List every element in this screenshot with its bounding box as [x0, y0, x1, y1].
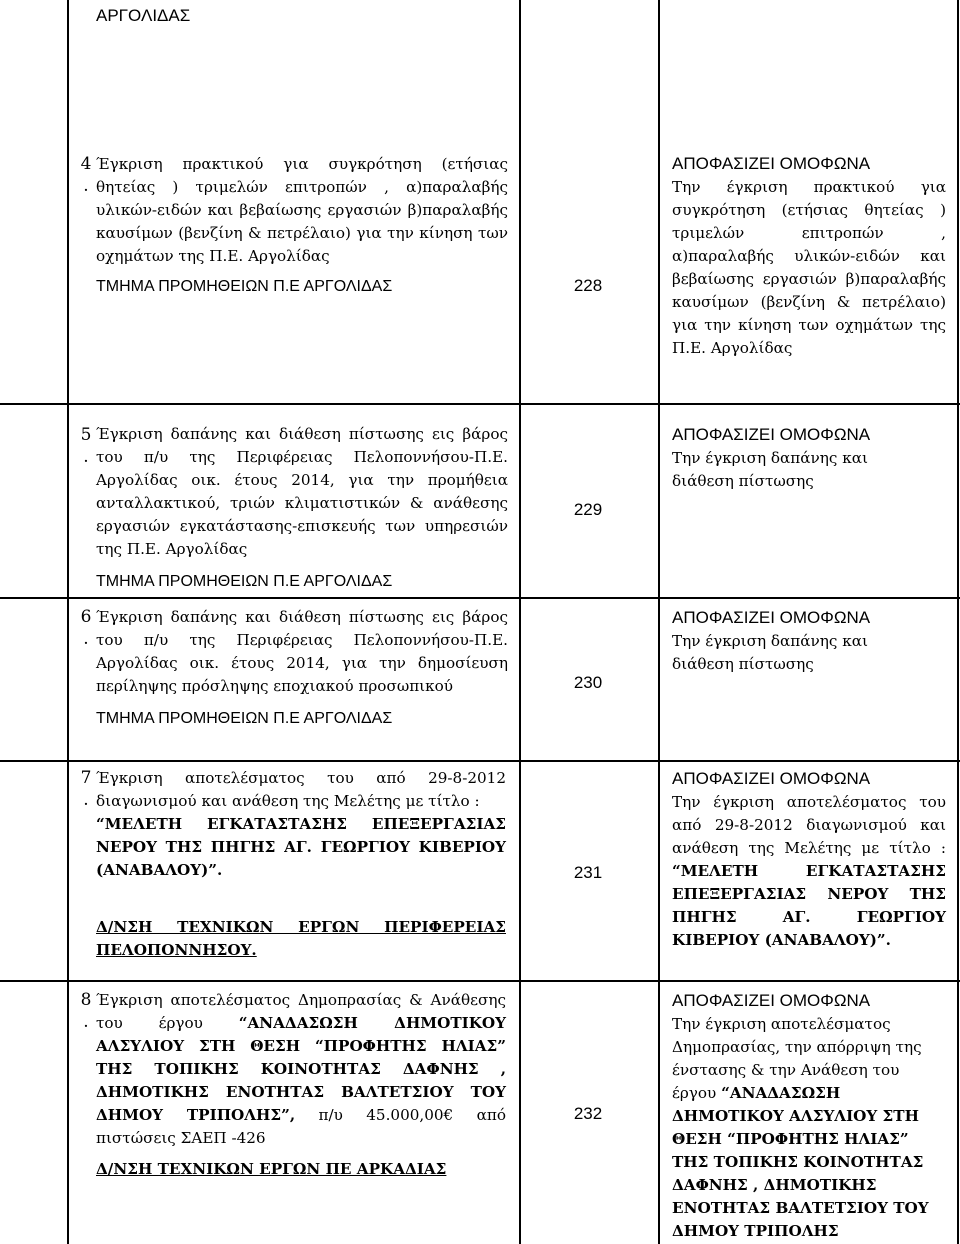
project-title: “ΑΝΑΔΑΣΩΣΗ ΔΗΜΟΤΙΚΟΥ ΑΛΣΥΛΙΟΥ ΣΤΗ ΘΕΣΗ “ΠΡΟΦΗΤΗΣ ΗΛΙΑΣ” ΤΗΣ ΤΟΠΙΚΗΣ ΚΟΙΝΟΤΗΤΑΣ ΔΑΦΝΗΣ , ΔΗΜΟΤΙΚΗΣ ΕΝΟΤΗΤΑΣ ΒΑΛΤΕΤΣΙΟΥ ΤΟΥ ΔΗΜΟΥ ΤΡΙΠΟΛΗΣ”,	[96, 1014, 507, 1124]
decision-title: ΑΠΟΦΑΣΙΖΕΙ ΟΜΟΦΩΝΑ	[672, 608, 871, 627]
decision-title: ΑΠΟΦΑΣΙΖΕΙ ΟΜΟΦΩΝΑ	[672, 769, 871, 788]
row-divider	[0, 760, 960, 762]
table-border-left	[67, 0, 69, 1244]
decision-text: Την έγκριση αποτελέσματος του από 29-8-2012 διαγωνισμού και ανάθεση της Μελέτης με τίτλο : “ΜΕΛΕΤΗ ΕΓΚΑΤΑΣΤΑΣΗΣ ΕΠΕΞΕΡΓΑΣΙΑΣ ΝΕΡΟΥ ΤΗΣ ΠΗΓΗΣ ΑΓ. ΓΕΩΡΓΙΟΥ ΚΙΒΕΡΙΟΥ (ΑΝΑΒΑΛΟΥ)”.	[672, 793, 946, 949]
decision-text: Την έγκριση αποτελέσματος Δημοπρασίας, την απόρριψη της ένστασης & την Ανάθεση του έργου “ΑΝΑΔΑΣΩΣΗ ΔΗΜΟΤΙΚΟΥ ΑΛΣΥΛΙΟΥ ΣΤΗ ΘΕΣΗ “ΠΡΟΦΗΤΗΣ ΗΛΙΑΣ” ΤΗΣ ΤΟΠΙΚΗΣ ΚΟΙΝΟΤΗΤΑΣ ΔΑΦΝΗΣ , ΔΗΜΟΤΙΚΗΣ ΕΝΟΤΗΤΑΣ ΒΑΛΤΕΤΣΙΟΥ ΤΟΥ ΔΗΜΟΥ ΤΡΙΠΟΛΗΣ	[672, 1015, 929, 1240]
row-decision	[672, 767, 946, 952]
row-ref-number: 232	[573, 1104, 603, 1123]
row-ref-number: 229	[573, 500, 603, 519]
decision-title: ΑΠΟΦΑΣΙΖΕΙ ΟΜΟΦΩΝΑ	[672, 991, 871, 1010]
row-decision	[672, 606, 902, 676]
row-decision	[672, 423, 902, 493]
row-department: Δ/ΝΣΗ ΤΕΧΝΙΚΩΝ ΕΡΓΩΝ ΠΕΡΙΦΕΡΕΙΑΣ ΠΕΛΟΠΟΝΝΗΣΟΥ.	[96, 918, 506, 959]
row-number: 5 .	[80, 425, 92, 467]
row-number: 7 .	[80, 768, 92, 810]
row-department: Δ/ΝΣΗ ΤΕΧΝΙΚΩΝ ΕΡΓΩΝ ΠΕ ΑΡΚΑΔΙΑΣ	[96, 1160, 447, 1178]
row-number: 6 .	[80, 607, 92, 649]
project-title: “ΜΕΛΕΤΗ ΕΓΚΑΤΑΣΤΑΣΗΣ ΕΠΕΞΕΡΓΑΣΙΑΣ ΝΕΡΟΥ ΤΗΣ ΠΗΓΗΣ ΑΓ. ΓΕΩΡΓΙΟΥ ΚΙΒΕΡΙΟΥ (ΑΝΑΒΑΛΟΥ)”.	[96, 815, 506, 879]
row-subject: Έγκριση δαπάνης και διάθεση πίστωσης εις βάρος του π/υ της Περιφέρειας Πελοποννήσου-Π.Ε. Αργολίδας οικ. έτους 2014, για την δημοσίευση περίληψης πρόσληψης εποχιακού προσωπικού ΤΜΗΜΑ ΠΡΟΜΗΘΕΙΩΝ Π.Ε ΑΡΓΟΛΙΔΑΣ	[96, 606, 508, 730]
table-border-col2	[519, 0, 521, 1244]
decision-text: Την έγκριση πρακτικού για συγκρότηση (ετήσιας θητείας ) τριμελών επιτροπών , α)παραλαβής υλικών-ειδών και βεβαίωσης εργασιών β)παραλαβής καυσίμων (βενζίνη & πετρέλαιο) για την κίνηση των οχημάτων της Π.Ε. Αργολίδας	[672, 178, 946, 357]
region-header: ΑΡΓΟΛΙΔΑΣ	[96, 6, 191, 25]
decision-title: ΑΠΟΦΑΣΙΖΕΙ ΟΜΟΦΩΝΑ	[672, 425, 871, 444]
row-number: 8 .	[80, 990, 92, 1032]
row-ref-number: 230	[573, 673, 603, 692]
row-subject: Έγκριση αποτελέσματος του από 29-8-2012 διαγωνισμού και ανάθεση της Μελέτης με τίτλο : “ΜΕΛΕΤΗ ΕΓΚΑΤΑΣΤΑΣΗΣ ΕΠΕΞΕΡΓΑΣΙΑΣ ΝΕΡΟΥ ΤΗΣ ΠΗΓΗΣ ΑΓ. ΓΕΩΡΓΙΟΥ ΚΙΒΕΡΙΟΥ (ΑΝΑΒΑΛΟΥ)”. Δ/ΝΣΗ ΤΕΧΝΙΚΩΝ ΕΡΓΩΝ ΠΕΡΙΦΕΡΕΙΑΣ ΠΕΛΟΠΟΝΝΗΣΟΥ.	[96, 767, 506, 962]
row-ref-number: 231	[573, 863, 603, 882]
table-border-right	[957, 0, 959, 1244]
row-divider	[0, 597, 960, 599]
row-subject: Έγκριση αποτελέσματος Δημοπρασίας & Ανάθεσης του έργου “ΑΝΑΔΑΣΩΣΗ ΔΗΜΟΤΙΚΟΥ ΑΛΣΥΛΙΟΥ ΣΤΗ ΘΕΣΗ “ΠΡΟΦΗΤΗΣ ΗΛΙΑΣ” ΤΗΣ ΤΟΠΙΚΗΣ ΚΟΙΝΟΤΗΤΑΣ ΔΑΦΝΗΣ , ΔΗΜΟΤΙΚΗΣ ΕΝΟΤΗΤΑΣ ΒΑΛΤΕΤΣΙΟΥ ΤΟΥ ΔΗΜΟΥ ΤΡΙΠΟΛΗΣ”, π/υ 45.000,00€ από πιστώσεις ΣΑΕΠ -426 Δ/ΝΣΗ ΤΕΧΝΙΚΩΝ ΕΡΓΩΝ ΠΕ ΑΡΚΑΔΙΑΣ	[96, 989, 506, 1181]
row-subject: Έγκριση πρακτικού για συγκρότηση (ετήσιας θητείας ) τριμελών επιτροπών , α)παραλαβής υλικών-ειδών και βεβαίωσης εργασιών β)παραλαβής καυσίμων (βενζίνη & πετρέλαιο) για την κίνηση των οχημάτων της Π.Ε. Αργολίδας ΤΜΗΜΑ ΠΡΟΜΗΘΕΙΩΝ Π.Ε ΑΡΓΟΛΙΔΑΣ	[96, 153, 508, 298]
row-divider	[0, 980, 960, 982]
row-decision	[672, 989, 946, 1243]
decision-text: Την έγκριση δαπάνης και διάθεση πίστωσης	[672, 449, 868, 490]
row-department: ΤΜΗΜΑ ΠΡΟΜΗΘΕΙΩΝ Π.Ε ΑΡΓΟΛΙΔΑΣ	[96, 710, 393, 727]
row-decision	[672, 152, 946, 360]
row-subject: Έγκριση δαπάνης και διάθεση πίστωσης εις βάρος του π/υ της Περιφέρειας Πελοποννήσου-Π.Ε. Αργολίδας οικ. έτους 2014, για την προμήθεια ανταλλακτικού, τριών κλιματιστικών & ανάθεσης εργασιών εγκατάστασης-επισκευής των υπηρεσιών της Π.Ε. Αργολίδας ΤΜΗΜΑ ΠΡΟΜΗΘΕΙΩΝ Π.Ε ΑΡΓΟΛΙΔΑΣ	[96, 423, 508, 593]
row-ref-number: 228	[573, 276, 603, 295]
decision-title: ΑΠΟΦΑΣΙΖΕΙ ΟΜΟΦΩΝΑ	[672, 154, 871, 173]
project-title: “ΜΕΛΕΤΗ ΕΓΚΑΤΑΣΤΑΣΗΣ ΕΠΕΞΕΡΓΑΣΙΑΣ ΝΕΡΟΥ ΤΗΣ ΠΗΓΗΣ ΑΓ. ΓΕΩΡΓΙΟΥ ΚΙΒΕΡΙΟΥ (ΑΝΑΒΑΛΟΥ)”.	[672, 862, 946, 949]
row-department: ΤΜΗΜΑ ΠΡΟΜΗΘΕΙΩΝ Π.Ε ΑΡΓΟΛΙΔΑΣ	[96, 278, 393, 295]
decision-text: Την έγκριση δαπάνης και διάθεση πίστωσης	[672, 632, 868, 673]
row-divider	[0, 403, 960, 405]
table-border-col3	[658, 0, 660, 1244]
project-title: “ΑΝΑΔΑΣΩΣΗ ΔΗΜΟΤΙΚΟΥ ΑΛΣΥΛΙΟΥ ΣΤΗ ΘΕΣΗ “ΠΡΟΦΗΤΗΣ ΗΛΙΑΣ” ΤΗΣ ΤΟΠΙΚΗΣ ΚΟΙΝΟΤΗΤΑΣ ΔΑΦΝΗΣ , ΔΗΜΟΤΙΚΗΣ ΕΝΟΤΗΤΑΣ ΒΑΛΤΕΤΣΙΟΥ ΤΟΥ ΔΗΜΟΥ ΤΡΙΠΟΛΗΣ	[672, 1084, 929, 1240]
row-number: 4 .	[80, 154, 92, 196]
row-department: ΤΜΗΜΑ ΠΡΟΜΗΘΕΙΩΝ Π.Ε ΑΡΓΟΛΙΔΑΣ	[96, 573, 393, 590]
